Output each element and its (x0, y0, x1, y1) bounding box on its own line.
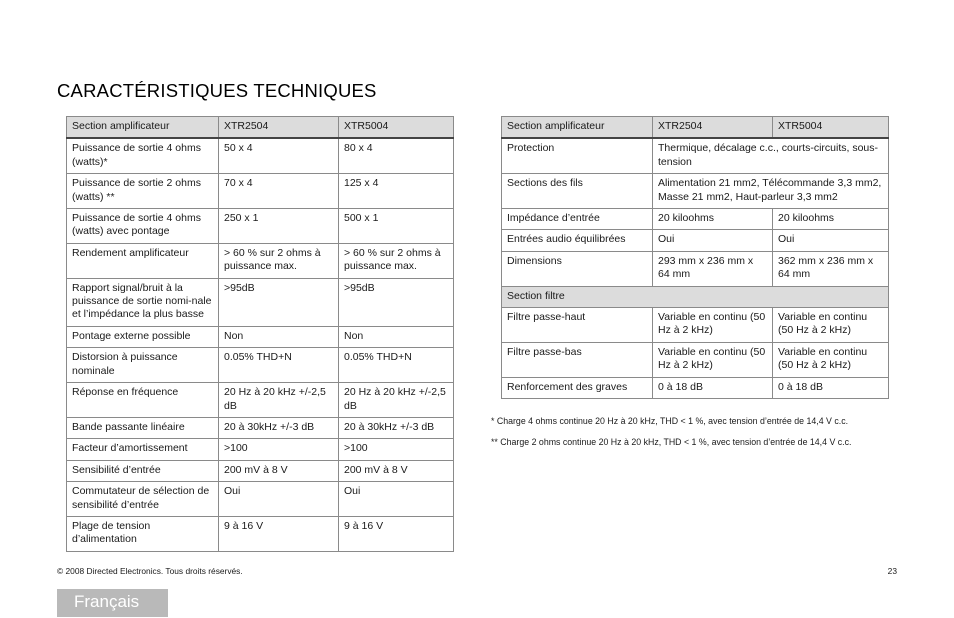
spec-value-cell: > 60 % sur 2 ohms à puissance max. (219, 243, 339, 278)
spec-label-cell: Impédance d’entrée (502, 209, 653, 230)
spec-label-cell: Puissance de sortie 4 ohms (watts) avec pontage (67, 209, 219, 244)
spec-value-cell: 9 à 16 V (339, 516, 454, 551)
spec-value-cell: Variable en continu (50 Hz à 2 kHz) (653, 342, 773, 377)
table-row (67, 209, 454, 244)
spec-value-cell: >100 (339, 439, 454, 460)
table-header-row (67, 117, 454, 139)
spec-value-cell: Alimentation 21 mm2, Télécommande 3,3 mm2, Masse 21 mm2, Haut-parleur 3,3 mm2 (653, 174, 889, 209)
table-row (67, 417, 454, 438)
spec-value-cell: Oui (653, 230, 773, 251)
spec-value-cell: 0.05% THD+N (219, 348, 339, 383)
table-row (67, 383, 454, 418)
section-filter-heading: Section filtre (502, 286, 889, 307)
spec-label-cell: Puissance de sortie 2 ohms (watts) ** (67, 174, 219, 209)
table-row (502, 174, 889, 209)
spec-value-cell: XTR5004 (339, 117, 454, 139)
table-row (502, 377, 889, 398)
table-row (67, 326, 454, 347)
spec-label-cell: Section amplificateur (502, 117, 653, 139)
spec-value-cell: >95dB (339, 278, 454, 326)
table-row (502, 209, 889, 230)
spec-value-cell: XTR2504 (653, 117, 773, 139)
table-header-row (502, 117, 889, 139)
table-row (502, 342, 889, 377)
spec-label-cell: Filtre passe-haut (502, 308, 653, 343)
spec-value-cell: 50 x 4 (219, 138, 339, 173)
spec-table-amplifier (66, 116, 454, 552)
spec-value-cell: 200 mV à 8 V (219, 460, 339, 481)
spec-label-cell: Sensibilité d’entrée (67, 460, 219, 481)
spec-value-cell: 20 à 30kHz +/-3 dB (339, 417, 454, 438)
spec-value-cell: 20 Hz à 20 kHz +/-2,5 dB (339, 383, 454, 418)
spec-value-cell: 9 à 16 V (219, 516, 339, 551)
table-row (67, 482, 454, 517)
footnote-2-ohm: ** Charge 2 ohms continue 20 Hz à 20 kHz, THD < 1 %, avec tension d’entrée de 14,4 V c.c. (491, 437, 852, 447)
page-number: 23 (887, 566, 897, 576)
language-label: Français (74, 592, 140, 611)
page-title: CARACTÉRISTIQUES TECHNIQUES (57, 80, 377, 101)
spec-value-cell: 70 x 4 (219, 174, 339, 209)
spec-value-cell: 362 mm x 236 mm x 64 mm (773, 251, 889, 286)
table-row (67, 243, 454, 278)
spec-label-cell: Pontage externe possible (67, 326, 219, 347)
spec-value-cell: 20 kiloohms (653, 209, 773, 230)
spec-value-cell: Variable en continu (50 Hz à 2 kHz) (773, 308, 889, 343)
spec-value-cell: Non (339, 326, 454, 347)
spec-label-cell: Entrées audio équilibrées (502, 230, 653, 251)
spec-value-cell: 125 x 4 (339, 174, 454, 209)
table-row (67, 174, 454, 209)
spec-value-cell: Oui (339, 482, 454, 517)
spec-label-cell: Réponse en fréquence (67, 383, 219, 418)
spec-value-cell: Oui (219, 482, 339, 517)
table-row (67, 138, 454, 173)
spec-label-cell: Puissance de sortie 4 ohms (watts)* (67, 138, 219, 173)
footnotes (491, 415, 896, 457)
spec-value-cell: 200 mV à 8 V (339, 460, 454, 481)
table-row (67, 348, 454, 383)
spec-label-cell: Rapport signal/bruit à la puissance de sortie nomi-nale et l’impédance la plus basse (67, 278, 219, 326)
spec-label-cell: Distorsion à puissance nominale (67, 348, 219, 383)
spec-value-cell: 20 Hz à 20 kHz +/-2,5 dB (219, 383, 339, 418)
spec-label-cell: Plage de tension d’alimentation (67, 516, 219, 551)
spec-label-cell: Section amplificateur (67, 117, 219, 139)
spec-label-cell: Sections des fils (502, 174, 653, 209)
spec-value-cell: XTR2504 (219, 117, 339, 139)
table-row (67, 516, 454, 551)
spec-label-cell: Filtre passe-bas (502, 342, 653, 377)
spec-value-cell: Variable en continu (50 Hz à 2 kHz) (653, 308, 773, 343)
spec-value-cell: 250 x 1 (219, 209, 339, 244)
spec-value-cell: Non (219, 326, 339, 347)
spec-value-cell: 20 à 30kHz +/-3 dB (219, 417, 339, 438)
spec-table-general-filter (501, 116, 889, 399)
spec-label-cell: Bande passante linéaire (67, 417, 219, 438)
spec-value-cell: 80 x 4 (339, 138, 454, 173)
spec-value-cell: 0 à 18 dB (653, 377, 773, 398)
spec-label-cell: Rendement amplificateur (67, 243, 219, 278)
language-tab (57, 589, 168, 617)
spec-value-cell: > 60 % sur 2 ohms à puissance max. (339, 243, 454, 278)
spec-value-cell: 20 kiloohms (773, 209, 889, 230)
spec-value-cell: Oui (773, 230, 889, 251)
spec-label-cell: Protection (502, 138, 653, 173)
footnote-4-ohm: * Charge 4 ohms continue 20 Hz à 20 kHz, THD < 1 %, avec tension d’entrée de 14,4 V c.c. (491, 416, 849, 426)
spec-label-cell: Dimensions (502, 251, 653, 286)
copyright: © 2008 Directed Electronics. Tous droits réservés. (57, 566, 243, 576)
table-row (67, 278, 454, 326)
table-row (502, 138, 889, 173)
spec-value-cell: >95dB (219, 278, 339, 326)
spec-label-cell: Facteur d’amortissement (67, 439, 219, 460)
table-row (502, 251, 889, 286)
table-row (502, 308, 889, 343)
spec-value-cell: Thermique, décalage c.c., courts-circuits, sous-tension (653, 138, 889, 173)
spec-value-cell: 500 x 1 (339, 209, 454, 244)
table-row (67, 460, 454, 481)
table-subheader-row (502, 286, 889, 307)
spec-value-cell: XTR5004 (773, 117, 889, 139)
spec-value-cell: 293 mm x 236 mm x 64 mm (653, 251, 773, 286)
spec-value-cell: 0 à 18 dB (773, 377, 889, 398)
spec-value-cell: Variable en continu (50 Hz à 2 kHz) (773, 342, 889, 377)
spec-label-cell: Commutateur de sélection de sensibilité d’entrée (67, 482, 219, 517)
spec-value-cell: >100 (219, 439, 339, 460)
spec-label-cell: Renforcement des graves (502, 377, 653, 398)
spec-value-cell: 0.05% THD+N (339, 348, 454, 383)
table-row (502, 230, 889, 251)
table-row (67, 439, 454, 460)
